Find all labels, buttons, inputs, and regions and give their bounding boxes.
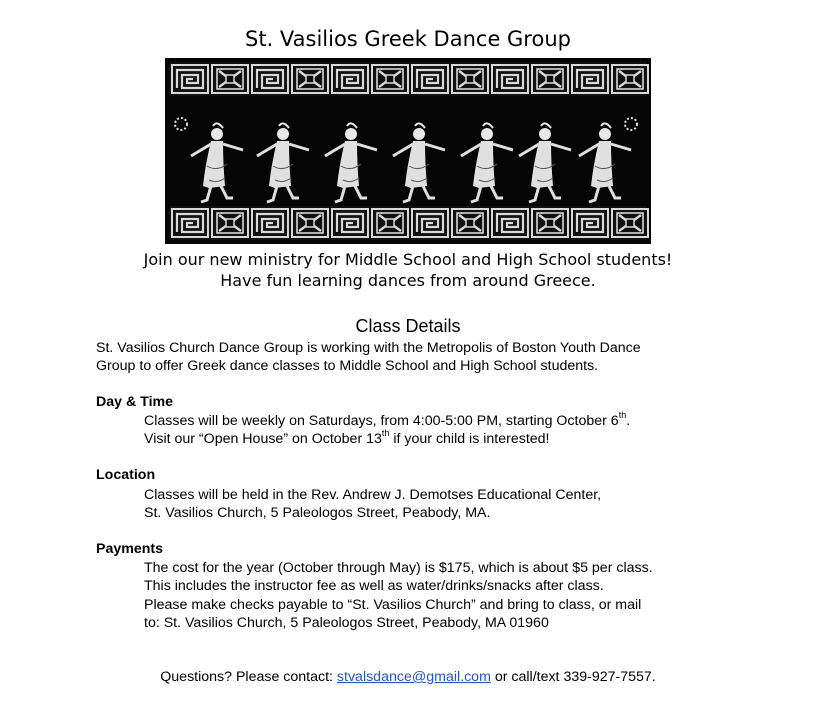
location-line-2: St. Vasilios Church, 5 Paleologos Street, Peabody, MA. bbox=[144, 505, 491, 521]
details-paragraph-line-1: St. Vasilios Church Dance Group is working with the Metropolis of Boston Youth Dance bbox=[96, 340, 641, 356]
payments-line-3: Please make checks payable to “St. Vasilios Church” and bring to class, or mail bbox=[144, 597, 642, 613]
contact-email-link[interactable]: stvalsdance@gmail.com bbox=[336, 669, 491, 685]
class-details-heading: Class Details bbox=[355, 316, 461, 336]
intro-line-1: Join our new ministry for Middle School and High School students! bbox=[143, 250, 673, 269]
payments-line-4: to: St. Vasilios Church, 5 Paleologos Street, Peabody, MA 01960 bbox=[144, 615, 549, 631]
greek-dancers-frieze-icon bbox=[165, 58, 651, 244]
payments-line-2: This includes the instructor fee as well as water/drinks/snacks after class. bbox=[144, 578, 604, 594]
page-title: St. Vasilios Greek Dance Group bbox=[245, 27, 571, 51]
contact-footer: Questions? Please contact: stvalsdance@gmail.com or call/text 339-927-7557. bbox=[160, 669, 656, 685]
day-time-label: Day & Time bbox=[96, 394, 174, 410]
intro-line-2: Have fun learning dances from around Greece. bbox=[220, 271, 596, 290]
payments-line-1: The cost for the year (October through May) is $175, which is about $5 per class. bbox=[144, 560, 653, 576]
details-paragraph-line-2: Group to offer Greek dance classes to Middle School and High School students. bbox=[96, 358, 599, 374]
day-time-line-2: Visit our “Open House” on October 13th if your child is interested! bbox=[144, 428, 550, 447]
location-label: Location bbox=[96, 467, 156, 483]
location-line-1: Classes will be held in the Rev. Andrew J. Demotses Educational Center, bbox=[144, 487, 602, 503]
payments-label: Payments bbox=[96, 541, 164, 557]
day-time-line-1: Classes will be weekly on Saturdays, from 4:00-5:00 PM, starting October 6th. bbox=[144, 410, 631, 429]
